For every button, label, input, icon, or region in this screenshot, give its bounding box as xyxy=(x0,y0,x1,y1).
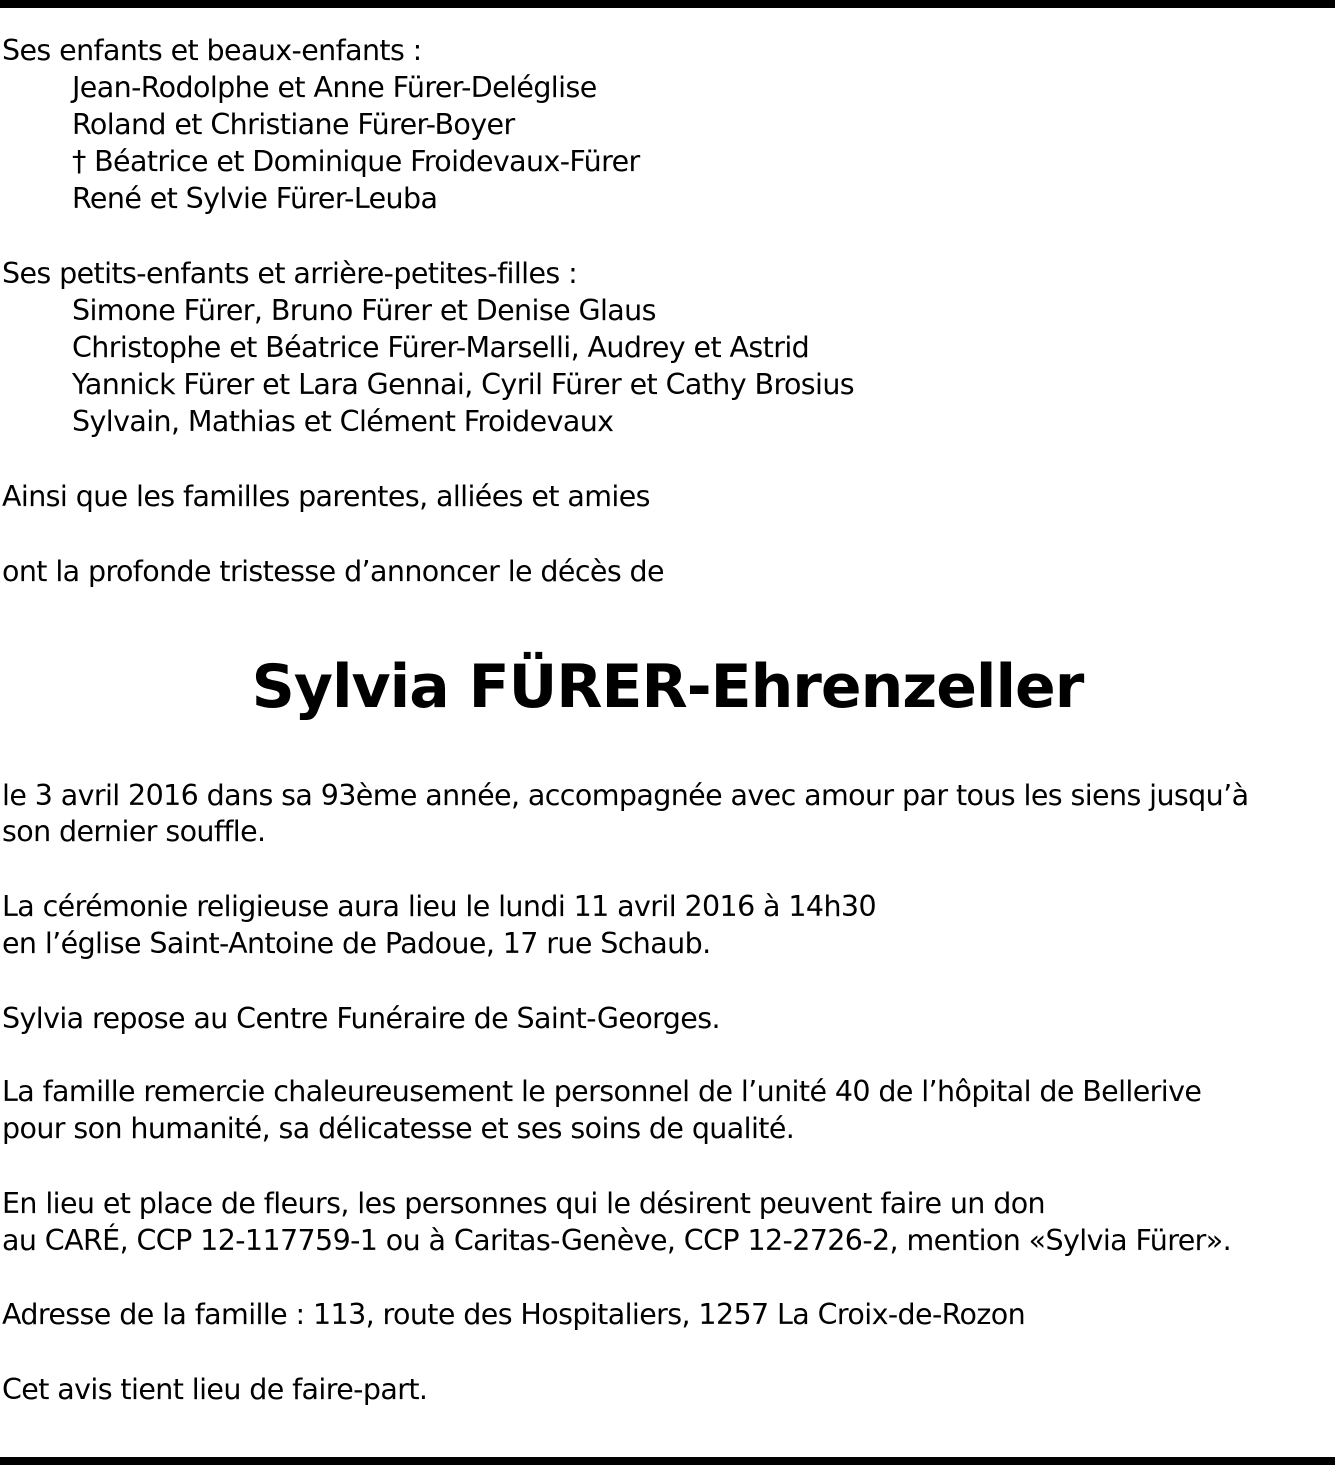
deceased-name: Sylvia FÜRER-Ehrenzeller xyxy=(251,652,1084,722)
death-info-line: le 3 avril 2016 dans sa 93ème année, accompagnée avec amour par tous les siens jusqu’à xyxy=(2,779,1249,812)
closing-line: Cet avis tient lieu de faire-part. xyxy=(2,1373,428,1406)
rests-line: Sylvia repose au Centre Funéraire de Saint-Georges. xyxy=(2,1002,720,1035)
announcement-line: ont la profonde tristesse d’annoncer le décès de xyxy=(2,555,664,588)
ceremony-line: en l’église Saint-Antoine de Padoue, 17 rue Schaub. xyxy=(2,927,711,960)
death-info-line: son dernier souffle. xyxy=(2,815,266,848)
child-name: Jean-Rodolphe et Anne Fürer-Deléglise xyxy=(72,71,597,104)
thanks-line: La famille remercie chaleureusement le personnel de l’unité 40 de l’hôpital de Bellerive xyxy=(2,1075,1202,1108)
ceremony-line: La cérémonie religieuse aura lieu le lundi 11 avril 2016 à 14h30 xyxy=(2,890,876,923)
families-line: Ainsi que les familles parentes, alliées et amies xyxy=(2,480,650,513)
donations-line: au CARÉ, CCP 12-117759-1 ou à Caritas-Genève, CCP 12-2726-2, mention «Sylvia Fürer». xyxy=(2,1224,1232,1257)
bottom-rule xyxy=(0,1457,1335,1465)
address-line: Adresse de la famille : 113, route des Hospitaliers, 1257 La Croix-de-Rozon xyxy=(2,1298,1026,1331)
thanks-line: pour son humanité, sa délicatesse et ses soins de qualité. xyxy=(2,1112,795,1145)
top-rule xyxy=(0,0,1335,8)
child-name: René et Sylvie Fürer-Leuba xyxy=(72,182,438,215)
grandchildren-heading: Ses petits-enfants et arrière-petites-filles : xyxy=(2,257,578,290)
grandchild-name: Christophe et Béatrice Fürer-Marselli, Audrey et Astrid xyxy=(72,331,810,364)
donations-line: En lieu et place de fleurs, les personnes qui le désirent peuvent faire un don xyxy=(2,1187,1046,1220)
children-heading: Ses enfants et beaux-enfants : xyxy=(2,34,422,67)
child-name: Roland et Christiane Fürer-Boyer xyxy=(72,108,515,141)
grandchild-name: Sylvain, Mathias et Clément Froidevaux xyxy=(72,405,614,438)
grandchild-name: Yannick Fürer et Lara Gennai, Cyril Fürer et Cathy Brosius xyxy=(72,368,855,401)
grandchild-name: Simone Fürer, Bruno Fürer et Denise Glaus xyxy=(72,294,656,327)
child-name: † Béatrice et Dominique Froidevaux-Fürer xyxy=(72,145,640,178)
